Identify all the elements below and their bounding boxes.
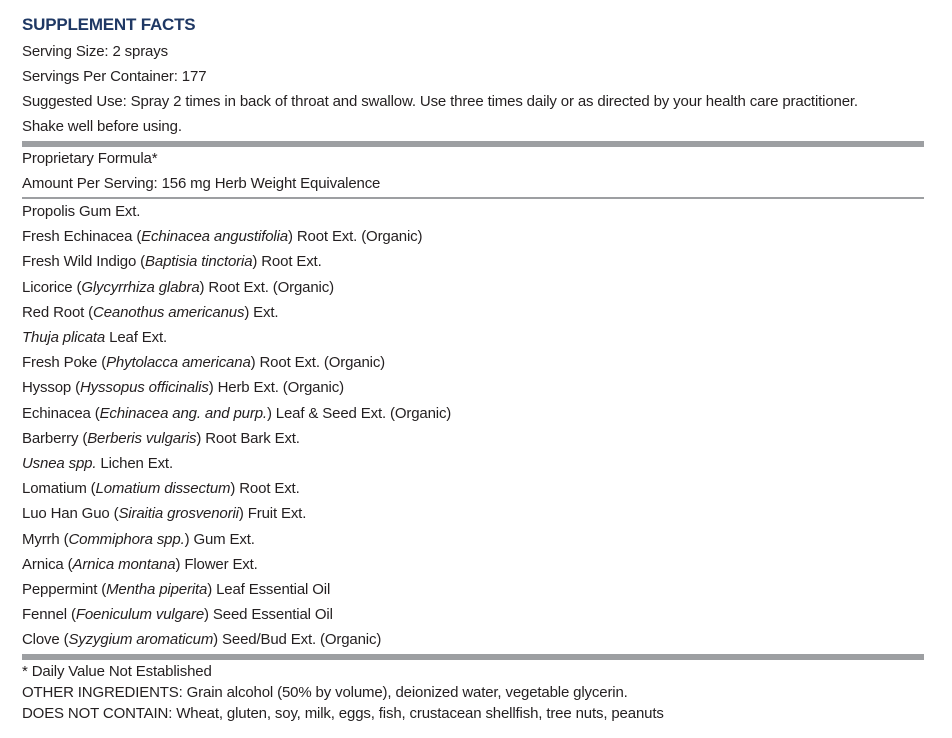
ingredient-pre-text: Fresh Echinacea ( (22, 228, 142, 245)
ingredient-post-text: ) Seed Essential Oil (204, 606, 333, 623)
ingredient-pre-text: Barberry ( (22, 430, 88, 447)
other-ingredients: OTHER INGREDIENTS: Grain alcohol (50% by volume), deionized water, vegetable glycerin. (22, 684, 628, 701)
ingredient-row (22, 630, 381, 650)
ingredient-latin-name: Mentha piperita (106, 581, 208, 598)
daily-value-note: * Daily Value Not Established (22, 663, 212, 680)
ingredient-post-text: ) Seed/Bud Ext. (Organic) (213, 631, 382, 648)
ingredient-latin-name: Usnea spp. (22, 455, 97, 472)
amount-per-serving: Amount Per Serving: 156 mg Herb Weight Equivalence (22, 175, 381, 192)
thick-divider-top (22, 141, 924, 147)
serving-size: Serving Size: 2 sprays (22, 43, 168, 60)
ingredient-post-text: ) Gum Ext. (184, 531, 255, 548)
ingredient-row (22, 227, 422, 247)
servings-per-container: Servings Per Container: 177 (22, 68, 207, 85)
ingredient-pre-text: Red Root ( (22, 304, 94, 321)
ingredient-pre-text: Fresh Poke ( (22, 354, 107, 371)
ingredient-pre-text: Fresh Wild Indigo ( (22, 253, 146, 270)
ingredient-row (22, 530, 255, 550)
ingredient-pre-text: Licorice ( (22, 279, 82, 296)
ingredient-latin-name: Echinacea ang. and purp. (99, 405, 267, 422)
ingredient-pre-text: Propolis Gum Ext. (22, 203, 141, 220)
ingredient-post-text: ) Root Bark Ext. (196, 430, 300, 447)
formula-name: Proprietary Formula* (22, 150, 158, 167)
ingredient-post-text: ) Fruit Ext. (238, 505, 307, 522)
ingredient-latin-name: Echinacea angustifolia (141, 228, 288, 245)
does-not-contain: DOES NOT CONTAIN: Wheat, gluten, soy, milk, eggs, fish, crustacean shellfish, tree nuts, peanuts (22, 705, 664, 722)
ingredient-pre-text: Lomatium ( (22, 480, 96, 497)
ingredient-latin-name: Foeniculum vulgare (75, 606, 205, 623)
ingredient-latin-name: Hyssopus officinalis (79, 379, 209, 396)
ingredient-latin-name: Commiphora spp. (68, 531, 185, 548)
ingredient-latin-name: Baptisia tinctoria (145, 253, 253, 270)
ingredient-post-text: Leaf Ext. (105, 329, 167, 346)
ingredient-latin-name: Glycyrrhiza glabra (81, 279, 200, 296)
ingredient-post-text: ) Root Ext. (Organic) (199, 279, 334, 296)
ingredient-row (22, 278, 334, 298)
ingredient-row (22, 605, 333, 625)
ingredient-row (22, 555, 258, 575)
ingredient-row (22, 378, 344, 398)
ingredient-post-text: ) Root Ext. (252, 253, 322, 270)
ingredient-row (22, 252, 322, 272)
ingredient-pre-text: Luo Han Guo ( (22, 505, 119, 522)
ingredient-row (22, 404, 451, 424)
ingredient-latin-name: Ceanothus americanus (93, 304, 245, 321)
ingredient-row (22, 353, 385, 373)
ingredient-row (22, 580, 330, 600)
ingredient-latin-name: Thuja plicata (22, 329, 106, 346)
ingredient-row (22, 328, 167, 348)
suggested-use: Suggested Use: Spray 2 times in back of throat and swallow. Use three times daily or as directed by your health care practitioner. (22, 93, 858, 110)
ingredient-post-text: ) Flower Ext. (175, 556, 258, 573)
ingredient-latin-name: Siraitia grosvenorii (118, 505, 239, 522)
ingredient-pre-text: Clove ( (22, 631, 69, 648)
ingredient-post-text: ) Leaf & Seed Ext. (Organic) (266, 405, 452, 422)
ingredient-pre-text: Echinacea ( (22, 405, 100, 422)
ingredient-post-text: ) Root Ext. (Organic) (287, 228, 423, 245)
ingredient-pre-text: Fennel ( (22, 606, 76, 623)
ingredient-pre-text: Peppermint ( (22, 581, 107, 598)
ingredient-row (22, 429, 300, 449)
ingredient-post-text: Lichen Ext. (96, 455, 173, 472)
ingredient-pre-text: Arnica ( (22, 556, 73, 573)
ingredient-row (22, 303, 278, 323)
thin-divider (22, 197, 924, 199)
ingredient-pre-text: Myrrh ( (22, 531, 69, 548)
ingredient-row (22, 479, 300, 499)
ingredient-post-text: ) Ext. (244, 304, 279, 321)
ingredient-post-text: ) Leaf Essential Oil (207, 581, 331, 598)
ingredient-pre-text: Hyssop ( (22, 379, 80, 396)
ingredient-latin-name: Berberis vulgaris (87, 430, 197, 447)
thick-divider-bottom (22, 654, 924, 660)
panel-title: SUPPLEMENT FACTS (22, 15, 196, 34)
ingredient-latin-name: Phytolacca americana (106, 354, 251, 371)
ingredient-latin-name: Lomatium dissectum (95, 480, 231, 497)
ingredient-post-text: ) Herb Ext. (Organic) (208, 379, 344, 396)
ingredient-latin-name: Syzygium aromaticum (68, 631, 214, 648)
ingredient-row (22, 202, 140, 222)
ingredient-row (22, 504, 306, 524)
ingredient-post-text: ) Root Ext. (230, 480, 300, 497)
ingredient-latin-name: Arnica montana (72, 556, 176, 573)
ingredient-post-text: ) Root Ext. (Organic) (250, 354, 386, 371)
shake-instruction: Shake well before using. (22, 118, 182, 135)
ingredient-row (22, 454, 173, 474)
